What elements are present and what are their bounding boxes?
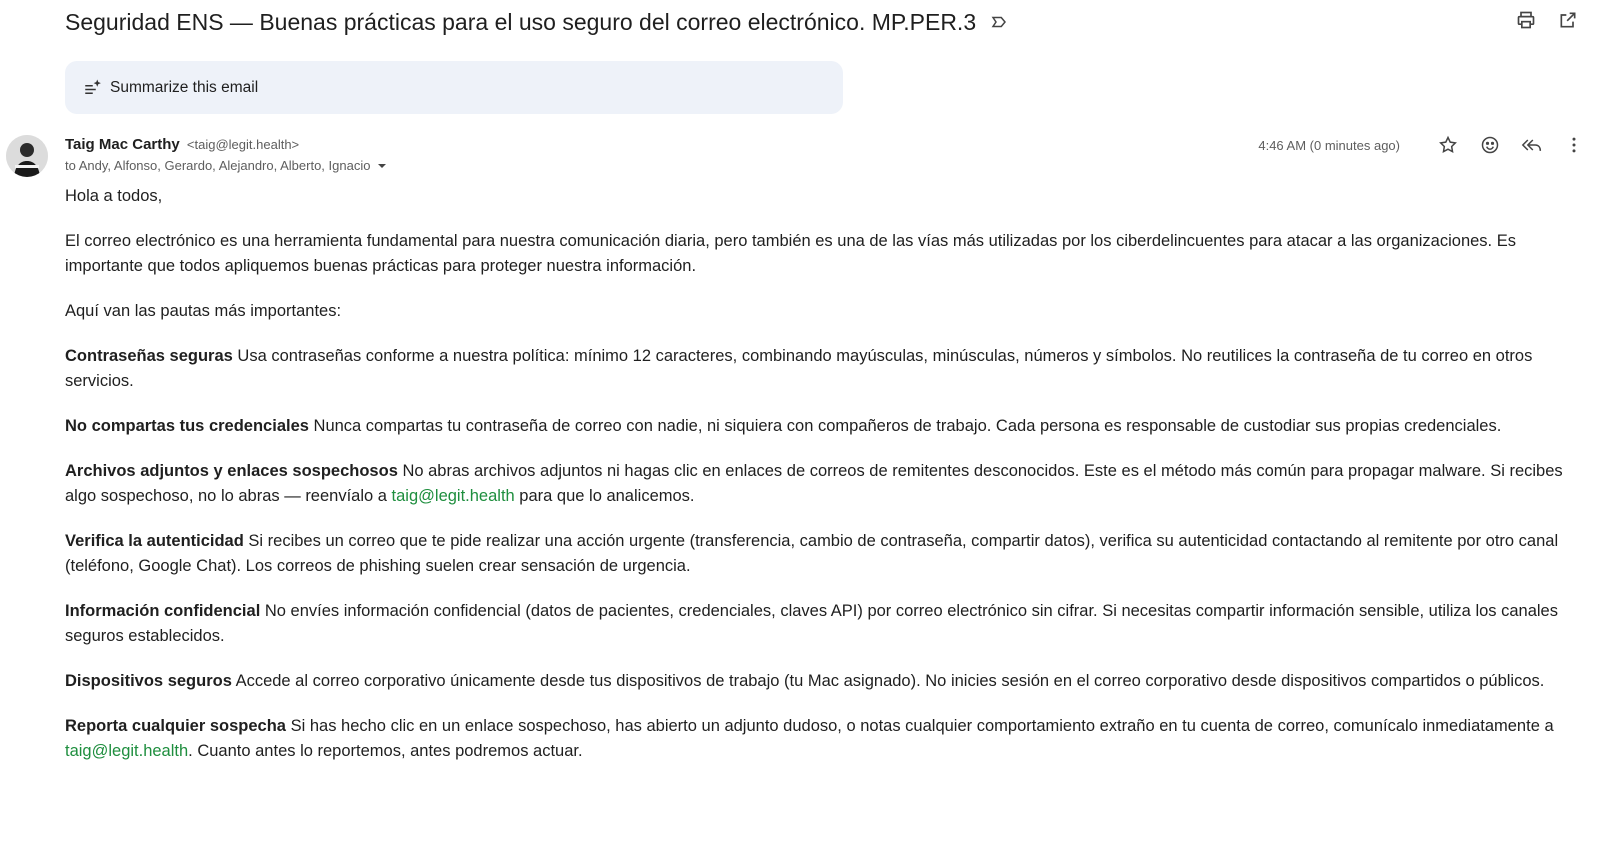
emoji-icon[interactable] bbox=[1478, 133, 1502, 157]
guideline-item bbox=[65, 529, 1585, 579]
label-icon[interactable] bbox=[990, 13, 1008, 31]
greeting: Hola a todos, bbox=[65, 187, 163, 205]
message-actions bbox=[1258, 133, 1586, 157]
guideline-item bbox=[65, 714, 1585, 764]
email-link[interactable]: taig@legit.health bbox=[65, 742, 189, 760]
guideline-item bbox=[65, 459, 1585, 509]
guideline-title: Verifica la autenticidad bbox=[65, 532, 244, 550]
sender bbox=[65, 136, 299, 153]
guideline-title: Reporta cualquier sospecha bbox=[65, 717, 286, 735]
open-in-new-icon[interactable] bbox=[1556, 8, 1580, 32]
summarize-label: Summarize this email bbox=[110, 78, 259, 96]
guideline-title: Dispositivos seguros bbox=[65, 672, 232, 690]
guideline-title: Información confidencial bbox=[65, 602, 261, 620]
email-subject: Seguridad ENS — Buenas prácticas para el uso seguro del correo electrónico. MP.PER.3 bbox=[65, 8, 977, 35]
guideline-text: Usa contraseñas conforme a nuestra política: mínimo 12 caracteres, combinando mayúsculas, minúsculas, números y símbolos. No reutilices la contraseña de tu correo en otros servicios. bbox=[65, 347, 1533, 390]
email-link[interactable]: taig@legit.health bbox=[391, 487, 515, 505]
guideline-text: No abras archivos adjuntos ni hagas clic en enlaces de correos de remitentes desconocidos. Este es el método más común para propagar malware. Si recibes algo sospechoso, no lo abras — reenvíalo a bbox=[65, 462, 1563, 505]
lead-paragraph: Aquí van las pautas más importantes: bbox=[65, 302, 342, 320]
guideline-text: No envíes información confidencial (datos de pacientes, credenciales, claves API) por correo electrónico sin cifrar. Si necesitas compartir información sensible, utiliza los canales seguros establecidos. bbox=[65, 602, 1558, 645]
sender-name[interactable]: Taig Mac Carthy bbox=[65, 136, 180, 153]
guideline-text: Accede al correo corporativo únicamente desde tus dispositivos de trabajo (tu Mac asignado). No inicies sesión en el correo corporativo desde dispositivos compartidos o públicos. bbox=[231, 672, 1545, 690]
more-vert-icon[interactable] bbox=[1562, 133, 1586, 157]
guideline-item bbox=[65, 344, 1585, 394]
reply-all-icon[interactable] bbox=[1520, 133, 1544, 157]
guideline-text: Nunca compartas tu contraseña de correo con nadie, ni siquiera con compañeros de trabajo. Cada persona es responsable de custodiar sus propias credenciales. bbox=[308, 417, 1502, 435]
summarize-email-button[interactable] bbox=[65, 61, 843, 114]
guideline-title: Archivos adjuntos y enlaces sospechosos bbox=[65, 462, 398, 480]
avatar[interactable] bbox=[6, 135, 48, 177]
sender-email: <taig@legit.health> bbox=[186, 137, 300, 152]
top-actions bbox=[1514, 8, 1580, 32]
recipients-label: to Andy, Alfonso, Gerardo, Alejandro, Alberto, Ignacio bbox=[65, 158, 371, 173]
print-icon[interactable] bbox=[1514, 8, 1538, 32]
chevron-down-icon[interactable] bbox=[376, 160, 388, 172]
sparkle-lines-icon bbox=[83, 79, 101, 97]
guideline-text-after: . Cuanto antes lo reportemos, antes podremos actuar. bbox=[188, 742, 583, 760]
subject-row bbox=[65, 6, 1008, 38]
guideline-item bbox=[65, 669, 1585, 694]
guideline-title: No compartas tus credenciales bbox=[65, 417, 309, 435]
guideline-title: Contraseñas seguras bbox=[65, 347, 233, 365]
recipients bbox=[65, 158, 388, 173]
guideline-text: Si recibes un correo que te pide realizar una acción urgente (transferencia, cambio de contraseña, compartir datos), verifica su autenticidad contactando al remitente por otro canal (teléfono, Google Chat). Los correos de phishing suelen crear sensación de urgencia. bbox=[65, 532, 1559, 575]
guideline-item bbox=[65, 414, 1585, 439]
timestamp: 4:46 AM (0 minutes ago) bbox=[1258, 137, 1400, 153]
guideline-text: Si has hecho clic en un enlace sospechoso, has abierto un adjunto dudoso, o notas cualquier comportamiento extraño en tu cuenta de correo, comunícalo inmediatamente a bbox=[286, 717, 1554, 735]
guideline-item bbox=[65, 599, 1585, 649]
email-body bbox=[65, 184, 1585, 784]
intro-paragraph: El correo electrónico es una herramienta fundamental para nuestra comunicación diaria, pero también es una de las vías más utilizadas por los ciberdelincuentes para atacar a las organizaciones. Es importante que todos apliquemos buenas prácticas para proteger nuestra información. bbox=[65, 232, 1516, 275]
guideline-text-after: para que lo analicemos. bbox=[514, 487, 695, 505]
star-icon[interactable] bbox=[1436, 133, 1460, 157]
